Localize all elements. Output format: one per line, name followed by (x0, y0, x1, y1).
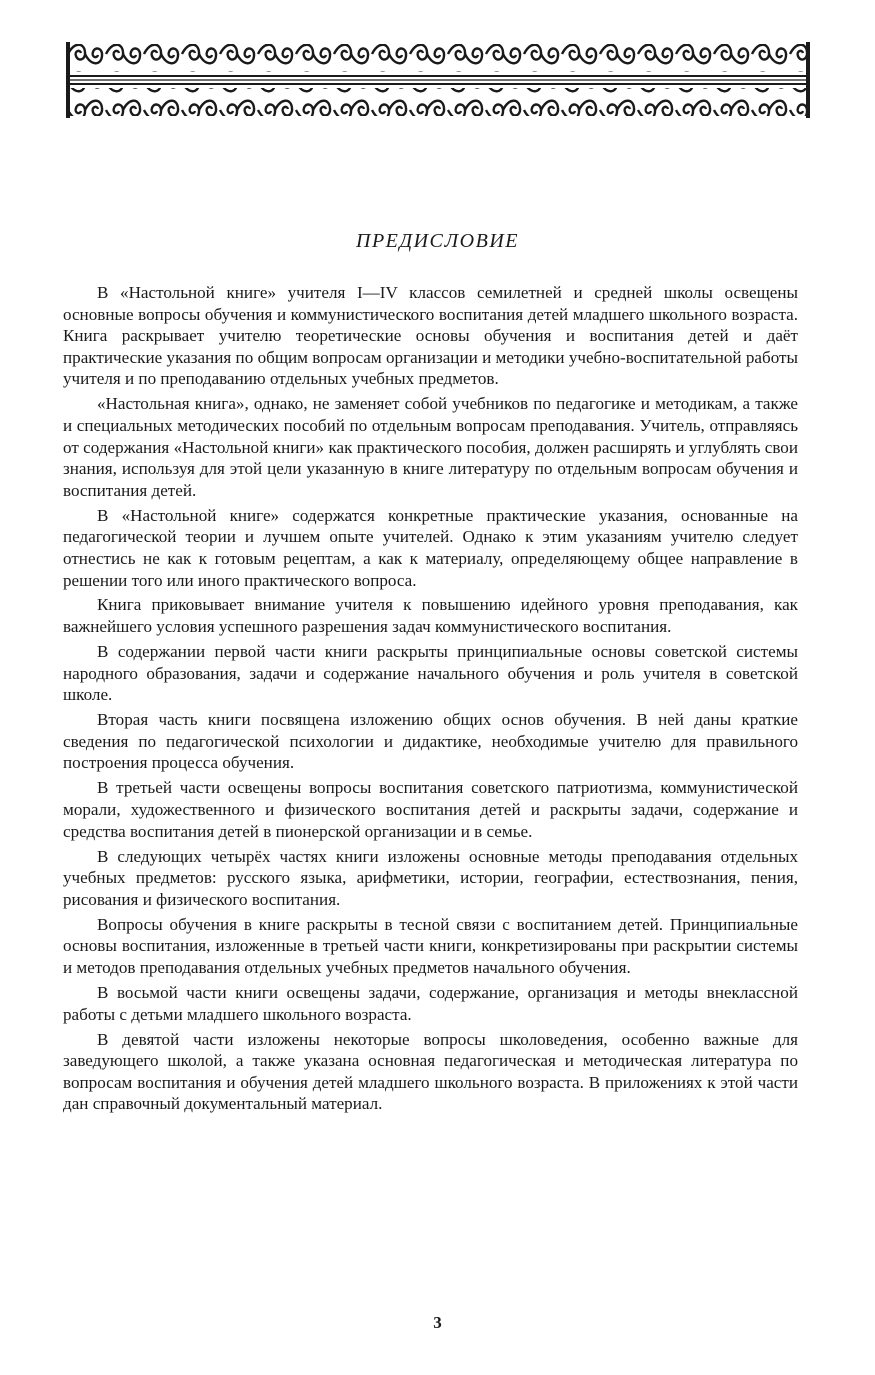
paragraph: В девятой части изложены некоторые вопросы школоведения, особенно важные для заведующего школой, а также указана основная педагогическая и методическая литература по вопросам воспитания и обучения детей младшего школьного возраста. В приложениях к этой части дан справочный документальный материал. (63, 1029, 798, 1114)
paragraph: В «Настольной книге» учителя I—IV классов семилетней и средней школы освещены основные вопросы обучения и коммунистического воспитания детей младшего школьного возраста. Книга раскрывает учителю теоретические основы обучения и воспитания детей и даёт практические указания по общим вопросам организации и методики учебно-воспитательной работы учителя и по преподаванию отдельных учебных предметов. (63, 283, 798, 389)
paragraph: В следующих четырёх частях книги изложены основные методы преподавания отдельных учебных предметов: русского языка, арифметики, истории, географии, естествознания, пения, рисования и физического воспитания. (63, 846, 798, 909)
page-title: ПРЕДИСЛОВИЕ (356, 230, 519, 252)
paragraph: В «Настольной книге» содержатся конкретные практические указания, основанные на педагогической теории и лучшем опыте учителей. Однако к этим указаниям учителю следует отнестись не как к готовым рецептам, а как к материалу, определяющему общее направление в решении того или иного практического вопроса. (63, 505, 798, 590)
paragraph: «Настольная книга», однако, не заменяет собой учебников по педагогике и методикам, а также и специальных методических пособий по отдельным вопросам преподавания. Учитель, отправляясь от содержания «Настольной книги» как практического пособия, должен расширять и углублять свои знания, используя для этой цели указанную в книге литературу по отдельным вопросам обучения и воспитания детей. (63, 394, 798, 500)
decorative-header-band-icon (66, 40, 810, 120)
paragraph: Вопросы обучения в книге раскрыты в тесной связи с воспитанием детей. Принципиальные основы воспитания, изложенные в третьей части книги, конкретизированы при раскрытии системы и методов преподавания отдельных учебных предметов начального обучения. (63, 914, 798, 977)
paragraph: В восьмой части книги освещены задачи, содержание, организация и методы внеклассной работы с детьми младшего школьного возраста. (63, 982, 798, 1024)
paragraph: В содержании первой части книги раскрыты принципиальные основы советской системы народного образования, задачи и содержание начального обучения и роль учителя в советской школе. (63, 642, 798, 705)
paragraph: Вторая часть книги посвящена изложению общих основ обучения. В ней даны краткие сведения по педагогической психологии и дидактике, необходимые учителю для правильного построения процесса обучения. (63, 710, 798, 773)
page-number: 3 (433, 1313, 442, 1332)
preface-body (63, 282, 798, 1118)
paragraph: Книга приковывает внимание учителя к повышению идейного уровня преподавания, как важнейшего условия успешного разрешения задач коммунистического воспитания. (63, 595, 798, 637)
paragraph: В третьей части освещены вопросы воспитания советского патриотизма, коммунистической морали, художественного и физического воспитания детей и раскрыты задачи, содержание и средства воспитания детей в пионерской организации и в семье. (63, 778, 798, 841)
